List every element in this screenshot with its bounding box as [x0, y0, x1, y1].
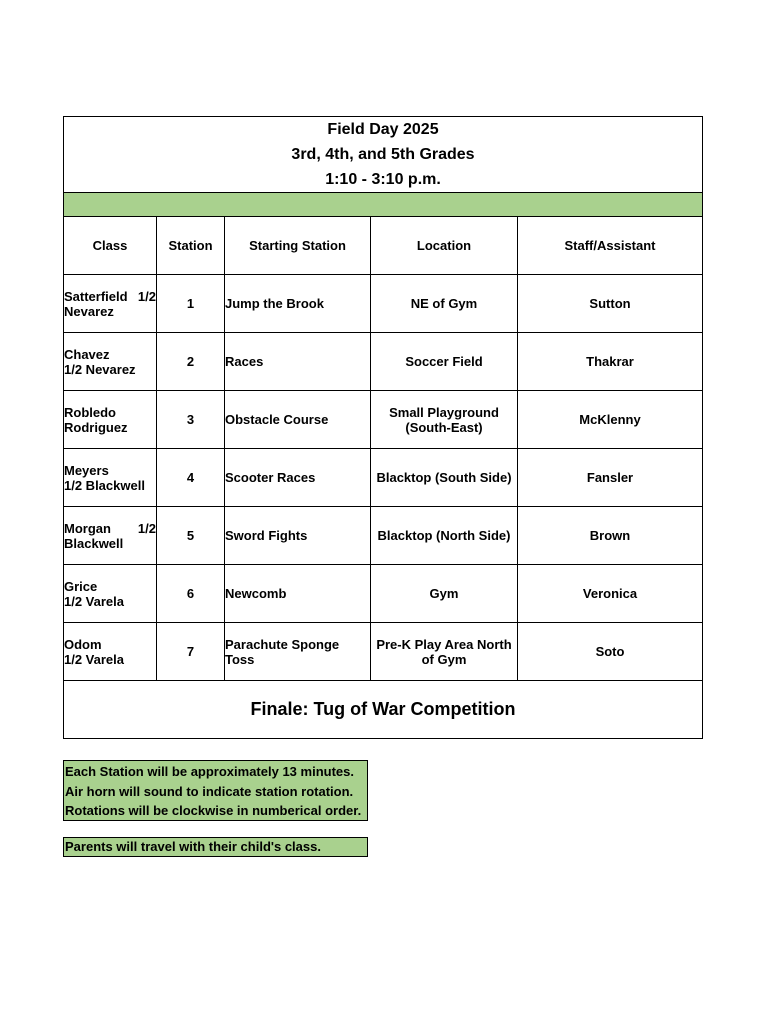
class-line-2: 1/2 Nevarez	[64, 361, 136, 377]
location-cell	[371, 449, 518, 507]
station-number: 4	[157, 449, 225, 507]
station-number: 7	[157, 623, 225, 681]
class-line-2: 1/2 Varela	[64, 593, 124, 609]
station-number: 1	[157, 275, 225, 333]
table-row	[64, 333, 703, 391]
staff-cell: Fansler	[518, 449, 703, 507]
column-header-starting-station: Starting Station	[225, 217, 371, 275]
grades-subtitle: 3rd, 4th, and 5th Grades	[291, 146, 475, 163]
table-row	[64, 623, 703, 681]
starting-station-cell: Sword Fights	[225, 507, 371, 565]
class-cell	[64, 333, 157, 391]
starting-station-cell: Newcomb	[225, 565, 371, 623]
class-cell	[64, 623, 157, 681]
station-number: 5	[157, 507, 225, 565]
class-line-2: Nevarez	[64, 303, 114, 319]
table-row	[64, 391, 703, 449]
finale-banner: Finale: Tug of War Competition	[64, 681, 703, 739]
class-line-1: Morgan 1/2	[64, 520, 156, 536]
staff-cell: Sutton	[518, 275, 703, 333]
location-cell	[371, 391, 518, 449]
class-cell	[64, 275, 157, 333]
location-cell	[371, 565, 518, 623]
schedule-table	[63, 116, 703, 739]
location-line-1: Pre-K Play Area North	[376, 636, 512, 652]
station-number: 3	[157, 391, 225, 449]
starting-station-cell: Obstacle Course	[225, 391, 371, 449]
field-day-schedule	[63, 116, 702, 739]
station-number: 6	[157, 565, 225, 623]
location-line-1: Soccer Field	[405, 354, 483, 369]
column-header-station: Station	[157, 217, 225, 275]
column-header-class: Class	[64, 217, 157, 275]
location-cell	[371, 333, 518, 391]
staff-cell: Brown	[518, 507, 703, 565]
green-divider-band	[64, 193, 703, 217]
class-line-1: Grice	[64, 578, 98, 594]
location-cell	[371, 275, 518, 333]
parents-note-box	[63, 837, 368, 857]
class-cell	[64, 391, 157, 449]
note-line: Each Station will be approximately 13 minutes.	[65, 764, 354, 779]
location-line-1: Blacktop (North Side)	[377, 528, 511, 543]
location-line-1: Blacktop (South Side)	[376, 470, 512, 485]
starting-station-cell: Races	[225, 333, 371, 391]
starting-station-cell: Parachute Sponge Toss	[225, 623, 371, 681]
class-cell	[64, 449, 157, 507]
location-line-1: NE of Gym	[410, 296, 478, 311]
class-cell	[64, 507, 157, 565]
class-line-2: Rodriguez	[64, 419, 128, 435]
table-row	[64, 449, 703, 507]
starting-station-cell: Jump the Brook	[225, 275, 371, 333]
class-cell	[64, 565, 157, 623]
header-row	[64, 217, 703, 275]
location-cell	[371, 507, 518, 565]
note-line: Rotations will be clockwise in numberical order.	[65, 803, 362, 818]
class-line-1: Odom	[64, 636, 102, 652]
staff-cell: Veronica	[518, 565, 703, 623]
location-line-2: (South-East)	[405, 419, 483, 435]
class-line-2: 1/2 Blackwell	[64, 477, 145, 493]
note-line: Air horn will sound to indicate station rotation.	[65, 783, 354, 799]
class-line-1: Meyers	[64, 462, 109, 478]
location-line-1: Gym	[429, 586, 459, 601]
station-number: 2	[157, 333, 225, 391]
staff-cell: McKlenny	[518, 391, 703, 449]
class-line-2: 1/2 Varela	[64, 651, 124, 667]
station-notes-box	[63, 760, 368, 821]
class-line-1: Robledo	[64, 404, 116, 420]
staff-cell: Thakrar	[518, 333, 703, 391]
class-line-2: Blackwell	[64, 535, 124, 551]
column-header-staff: Staff/Assistant	[518, 217, 703, 275]
starting-station-cell: Scooter Races	[225, 449, 371, 507]
staff-cell: Soto	[518, 623, 703, 681]
class-line-1: Satterfield 1/2	[64, 288, 156, 304]
location-line-2: of Gym	[421, 651, 467, 667]
title-block	[64, 117, 703, 193]
table-row	[64, 565, 703, 623]
parents-note: Parents will travel with their child's class.	[65, 839, 321, 854]
location-cell	[371, 623, 518, 681]
column-header-location: Location	[371, 217, 518, 275]
location-line-1: Small Playground	[389, 404, 499, 420]
table-row	[64, 507, 703, 565]
time-range: 1:10 - 3:10 p.m.	[325, 171, 441, 188]
class-line-1: Chavez	[64, 346, 110, 362]
page-title: Field Day 2025	[327, 121, 439, 138]
table-row	[64, 275, 703, 333]
